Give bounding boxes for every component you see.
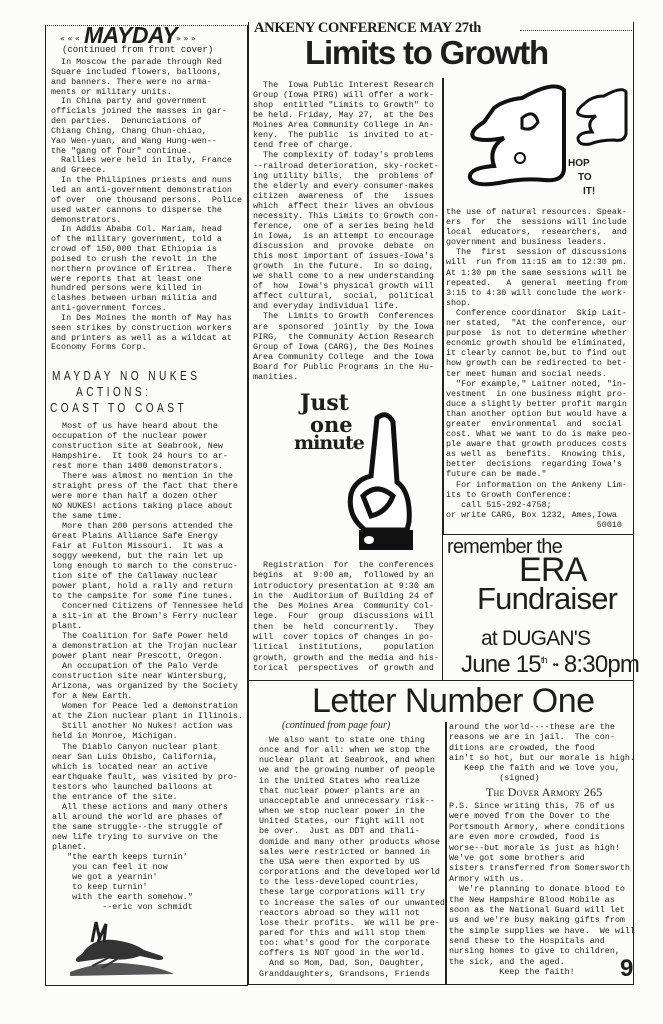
text-line: with the earth somehow." xyxy=(52,891,193,902)
era-separator: •• xyxy=(552,660,558,672)
text-line: Conference coordinator Skip Lait- xyxy=(446,307,627,318)
text-line: Registration for the conferences xyxy=(253,560,434,570)
text-line: Still another No Nukes! action was xyxy=(52,721,233,732)
text-line: too: what's good for the corporate xyxy=(259,938,430,949)
page-number: 9 xyxy=(620,955,634,982)
text-line: rest more than 1400 demonstrators. xyxy=(52,461,223,472)
text-line: of over one thousand persons. Police xyxy=(51,194,242,205)
text-line: vestment in one business might pro- xyxy=(446,388,627,399)
text-line: The complexity of today's problems xyxy=(253,150,434,161)
text-line: For information on the Ankeny Lim- xyxy=(446,479,627,490)
text-line: We also want to state one thing xyxy=(259,735,425,745)
ad-word-one: one xyxy=(310,412,353,437)
text-line: in the United States who realize xyxy=(259,775,420,786)
text-line: the simple supplies we have. We will xyxy=(449,925,635,936)
text-line: In China party and government xyxy=(51,96,207,107)
text-line: PIRG, the Community Action Research xyxy=(253,331,434,342)
text-line: straight press of the fact that there xyxy=(52,481,238,492)
text-line: --railroad deterioration, sky-rocket- xyxy=(253,160,439,171)
ad-word-minute: minute xyxy=(294,432,364,454)
text-line: shop. xyxy=(446,297,472,308)
text-line: occupation of the nuclear power xyxy=(52,431,208,442)
text-line: than another option but would have a xyxy=(446,408,627,419)
text-line: it clearly cannot be,but to find out xyxy=(446,348,627,359)
text-line: sales were restricted or banned in xyxy=(259,846,430,857)
decorative-quotes-right: » » » xyxy=(176,34,196,43)
text-line: ple aware that growth produces costs xyxy=(446,439,627,450)
text-line: discussion and provoke debate on xyxy=(253,241,434,251)
era-line-remember: remember the xyxy=(447,536,562,558)
era-time: 8:30pm xyxy=(563,651,640,678)
just-one-minute-ad xyxy=(292,390,417,555)
text-line: There was almost no mention in the xyxy=(52,471,233,482)
text-line: we got a yearnin' xyxy=(52,871,158,882)
text-line: planet. xyxy=(52,841,88,852)
text-line: Board for Public Programs in the Hu- xyxy=(253,361,434,372)
text-line: to keep turnin' xyxy=(52,881,148,892)
registration-body xyxy=(253,560,439,673)
text-line: greater environmental and social xyxy=(446,418,622,429)
text-line: near San Luis Obisbo, California, xyxy=(52,751,218,762)
text-line: The first session of discussions xyxy=(446,247,627,258)
text-line: call 515-292-4758; xyxy=(446,499,552,510)
text-line: for a New Earth. xyxy=(52,691,133,702)
kangaroo-caption-to: TO xyxy=(578,172,592,183)
era-date-suffix: th xyxy=(540,655,547,665)
mayday-body xyxy=(51,58,242,353)
text-line: affect cultural, social, political xyxy=(253,291,434,302)
text-line: the entrance of the site. xyxy=(52,791,178,802)
kangaroo-large-icon xyxy=(464,78,574,190)
text-line: In Addis Ababa Col. Mariam, head xyxy=(51,224,222,235)
text-line: which affect their lives an obvious xyxy=(253,200,434,211)
text-line: We've got some brothers and xyxy=(449,852,585,863)
era-fundraiser-ad xyxy=(442,534,640,681)
text-line: which is located near an active xyxy=(52,761,208,772)
text-line: demonstrators. xyxy=(51,214,122,225)
text-line: to increase the sales of our unwanted xyxy=(259,897,445,908)
text-line: or write CARG, Box 1232, Ames,Iowa xyxy=(446,509,617,520)
text-line: The Coalition for Safe Power held xyxy=(52,631,228,642)
text-line: shop entitled "Limits to Growth" to xyxy=(253,100,434,111)
text-line: will cover topics of changes in po- xyxy=(253,632,434,643)
text-line: pared for this and will stop them xyxy=(259,927,425,938)
text-line: lege. Four group discussions will xyxy=(253,611,434,622)
text-line: growth in the future. In so doing, xyxy=(253,261,434,272)
text-line: the New Hampshire Blood Mobile as xyxy=(449,894,615,905)
text-line: you can feel it now xyxy=(52,861,168,872)
text-line: better decisions regarding Iowa's xyxy=(446,459,622,470)
text-line: power plant, hold a rally and return xyxy=(52,581,233,592)
text-line: --eric von schmidt xyxy=(52,901,193,912)
text-line: ain't so hot, but our morale is high. xyxy=(449,752,635,763)
text-line: Portsmouth Armory, where conditions xyxy=(449,821,625,832)
text-line: At 1:30 pm the same sessions will be xyxy=(446,267,627,278)
text-line: a sit-in at the Brown's Ferry nuclear xyxy=(52,611,238,622)
text-line: the USA were then exported by US xyxy=(259,856,420,867)
text-line: be over. Just as DDT and thali- xyxy=(259,826,420,837)
text-line: construction site at Seabrook, New xyxy=(52,441,223,452)
letter-continued-note: (continued from page four) xyxy=(282,720,391,731)
text-line: nursing homes to give to children, xyxy=(449,946,620,957)
text-line: ter meet human and social needs. xyxy=(446,368,607,379)
nukes-body xyxy=(52,421,243,912)
decorative-quotes-left: « « « xyxy=(60,34,80,43)
text-line: We're planning to donate blood to xyxy=(449,884,625,895)
text-line: ments or military units. xyxy=(51,86,172,97)
text-line: us and we're busy making gifts from xyxy=(449,915,625,926)
text-line: ers for the sessions will include xyxy=(446,217,627,228)
kangaroo-small-icon xyxy=(574,84,630,148)
text-line: Concerned Citizens of Tennessee held xyxy=(52,601,243,612)
text-line: at the Zion nuclear plant in Illinois. xyxy=(52,711,243,722)
text-line: Women for Peace led a demonstration xyxy=(52,701,238,712)
text-line: crowd of 150,000 that Ethiopia is xyxy=(51,244,217,255)
text-line: new life trying to survive on the xyxy=(52,831,218,842)
text-line: the elderly and every consumer-makes xyxy=(253,180,434,191)
text-line: Area Community College and the Iowa xyxy=(253,351,434,362)
letter-signature: The Dover Armory 265 xyxy=(486,785,603,799)
letter-headline: Letter Number One xyxy=(312,682,595,720)
kangaroo-caption-hop: HOP xyxy=(568,158,590,169)
text-line: In the Philipines priests and nuns xyxy=(51,175,232,186)
text-line: future can be made." xyxy=(446,469,547,480)
text-line: clashes between urban militia and xyxy=(51,293,217,304)
text-line: when we stop nuclear power in the xyxy=(259,806,425,817)
text-line: then be held concurrently. They xyxy=(253,621,434,632)
text-line: to the less-developed countries, xyxy=(259,877,420,888)
text-line: the same struggle--the struggle of xyxy=(52,821,223,832)
text-line: manities. xyxy=(253,371,299,382)
era-line-fundraiser: Fundraiser xyxy=(477,581,618,616)
text-line: around the world----these are the xyxy=(449,722,615,732)
era-date: June 15 xyxy=(461,651,541,678)
text-line: this most important of issues-Iowa's xyxy=(253,251,434,262)
text-line: P.S. Since writing this, 75 of us xyxy=(449,801,615,811)
text-line: these large corporations will try xyxy=(259,887,425,898)
limits-body-col1 xyxy=(253,80,439,382)
text-line: are sponsored jointly by the Iowa xyxy=(253,321,434,332)
mayday-subtitle: (continued from front cover) xyxy=(62,45,214,55)
header-rule xyxy=(520,30,632,31)
text-line: were reports that at least one xyxy=(51,273,202,284)
text-line: worse--but morale is just as high! xyxy=(449,842,620,853)
text-line: And so Mom, Dad, Son, Daughter, xyxy=(259,958,425,969)
limits-body-col2 xyxy=(446,207,632,530)
mayday-title: MAYDAY xyxy=(84,22,178,48)
text-line: once and for all: when we stop the xyxy=(259,745,430,756)
nukes-heading-line-2: ACTIONS: xyxy=(76,384,152,399)
text-line: nuclear plant at Seabrook, and when xyxy=(259,755,435,766)
text-line: will run from 11:15 am to 12:30 pm. xyxy=(446,257,627,268)
text-line: the use of natural resources. Speak- xyxy=(446,207,627,217)
era-line-venue: at DUGAN'S xyxy=(481,627,591,650)
letter-column-divider xyxy=(445,722,447,985)
nukes-heading-line-3: COAST TO COAST xyxy=(50,400,188,415)
text-line: repeated. A general meeting from xyxy=(446,277,627,288)
text-line: of how Iowa's physical growth will xyxy=(253,281,434,292)
limits-headline: Limits to Growth xyxy=(305,34,548,71)
text-line: Square included flowers, balloons, xyxy=(51,66,222,77)
text-line: reasons we are in jail. The con- xyxy=(449,732,615,743)
text-line: Fair at Fulton Missouri. It was a xyxy=(52,541,223,552)
text-line: Yao Wen-yuan, and Wang Hung-wen-- xyxy=(51,135,217,146)
text-line: all around the world are phases of xyxy=(52,811,223,822)
text-line: send these to the Hospitals and xyxy=(449,936,605,947)
letter-body-right-bottom xyxy=(449,801,635,978)
text-line: earthquake fault, was visited by pro- xyxy=(52,771,238,782)
text-line: ner stated, "At the conference, our xyxy=(446,318,627,329)
text-line: ditions are crowded, the food xyxy=(449,742,595,753)
text-line: plant. xyxy=(52,621,83,632)
text-line: the Des Moines Area Community Col- xyxy=(253,601,434,612)
text-line: local educators, researchers, and xyxy=(446,227,627,238)
text-line: testors who launched balloons at xyxy=(52,781,213,792)
text-line: An occupation of the Palo Verde xyxy=(52,661,218,672)
text-line: All these actions and many others xyxy=(52,801,228,812)
nukes-heading-line-1: MAYDAY NO NUKES xyxy=(52,368,201,383)
text-line: Group of Iowa (CARG), the Des Moines xyxy=(253,341,434,352)
text-line: how growth can be redirected to bet- xyxy=(446,358,627,369)
text-line: 3:15 to 4:30 will conclude the work- xyxy=(446,287,627,298)
text-line: NO NUKES! actions taking place about xyxy=(52,501,233,512)
text-line: tion site of the Callaway nuclear xyxy=(52,571,218,582)
text-line: of the military government, told a xyxy=(51,234,222,245)
text-line: keny. The public is invited to at- xyxy=(253,130,434,141)
text-line: ference, one of a series being held xyxy=(253,220,434,231)
text-line: Rallies were held in Italy, France xyxy=(51,155,232,166)
text-line: government and business leaders. xyxy=(446,237,607,248)
text-line: In Moscow the parade through Red xyxy=(51,57,222,67)
text-line: and Greece. xyxy=(51,165,107,176)
kangaroo-caption-it: IT! xyxy=(583,186,596,197)
running-hare-illustration xyxy=(62,920,182,980)
text-line: poised to crush the revolt in the xyxy=(51,253,217,264)
text-line: hundred persons were killed in xyxy=(51,283,202,294)
text-line: seen strikes by construction workers xyxy=(51,322,232,333)
text-line: More than 200 persons attended the xyxy=(52,521,233,532)
text-line: in the Auditorium of Building 24 of xyxy=(253,590,434,601)
text-line: we shall come to a new understanding xyxy=(253,271,434,282)
text-line: Hampshire. It took 24 hours to ar- xyxy=(52,451,228,462)
text-line: Chiang Ching, Chang Chun-chiao, xyxy=(51,125,207,136)
text-line: its to Growth Conference: xyxy=(446,489,572,500)
era-date-time xyxy=(461,651,639,679)
text-line: 50010 xyxy=(446,519,622,530)
text-line: coffers is NOT good in the world. xyxy=(259,948,425,959)
text-line: "For example," Laitner noted, "in- xyxy=(446,378,627,389)
limits-kicker: ANKENY CONFERENCE MAY 27th xyxy=(254,20,482,36)
text-line: necessity. This Limits to Growth con- xyxy=(253,210,439,221)
text-line: are even more crowded, food is xyxy=(449,832,600,843)
text-line: Granddaughters, Grandsons, Friends xyxy=(259,968,430,979)
text-line: that nuclear power plants are an xyxy=(259,785,420,796)
text-line: long enough to march to the construc- xyxy=(52,561,238,572)
text-line: soon as the National Guard will let xyxy=(449,904,625,915)
text-line: purpose is not to determine whether xyxy=(446,328,627,339)
text-line: Keep the faith and we love you, xyxy=(449,763,620,774)
text-line: United States, our fight will not xyxy=(259,816,425,827)
text-line: northern province of Eritrea. There xyxy=(51,263,232,274)
text-line: construction site near Wintersburg, xyxy=(52,671,228,682)
text-line: begins at 9:00 am, followed by an xyxy=(253,570,434,581)
text-line: were more than half a dozen other xyxy=(52,491,218,502)
text-line: as well as benefits. Knowing this, xyxy=(446,449,627,460)
text-line: corporations and the developed world xyxy=(259,867,440,878)
text-line: The Limits to Growth Conferences xyxy=(253,311,434,322)
text-line: and everyday individual life. xyxy=(253,301,399,312)
text-line: Keep the faith! xyxy=(449,967,575,978)
text-line: ecnomic growth should be eliminated, xyxy=(446,338,627,349)
text-line: in Iowa, is an attempt to encourage xyxy=(253,230,434,241)
text-line: be held. Friday, May 27, at the Des xyxy=(253,110,434,121)
text-line: led an anti-government demonstration xyxy=(51,184,232,195)
text-line: reactors abroad so they will not xyxy=(259,907,420,918)
text-line: growth, growth and the media and his- xyxy=(253,652,439,663)
text-line: Great Plains Alliance Safe Energy xyxy=(52,531,218,542)
text-line: the "gang of four" continue. xyxy=(51,145,192,156)
text-line: sisters transferred from Somersworth xyxy=(449,863,630,874)
text-line: introductory presentation at 9:30 am xyxy=(253,580,434,591)
text-line: citizen awareness of the issues xyxy=(253,190,434,201)
text-line: torical perspectives of growth and xyxy=(253,662,434,673)
text-line: ing utility bills, the problems of xyxy=(253,170,434,181)
text-line: Moines Area Community College in An- xyxy=(253,120,434,131)
letter-body-right-top xyxy=(449,722,635,784)
text-line: the sick, and the aged. xyxy=(449,956,565,967)
text-line: officials joined the masses in gar- xyxy=(51,106,227,117)
text-line: a demonstration at the Trojan nuclear xyxy=(52,641,238,652)
ad-word-just: Just xyxy=(300,390,349,416)
text-line: lose their profits. We will be pre- xyxy=(259,917,440,928)
kangaroo-illustration xyxy=(444,76,632,200)
text-line: and printers as well as a wildcat at xyxy=(51,332,232,343)
text-line: Economy Forms Corp. xyxy=(51,342,147,353)
text-line: and banners. There were no arma- xyxy=(51,76,212,87)
text-line: In Des Moines the month of May has xyxy=(51,312,232,323)
text-line: duce a slightly better profit margin xyxy=(446,398,627,409)
text-line: Most of us have heard about the xyxy=(52,421,218,431)
text-line: The Diablo Canyon nuclear plant xyxy=(52,741,218,752)
text-line: "the earth keeps turnin' xyxy=(52,851,188,862)
letter-body-left xyxy=(259,735,445,979)
text-line: litical institutions, population xyxy=(253,642,434,653)
text-line: held in Monroe, Michigan. xyxy=(52,731,178,742)
text-line: den parties. Denunciations of xyxy=(51,116,202,127)
text-line: the same time. xyxy=(52,511,123,522)
text-line: (signed) xyxy=(449,773,540,784)
text-line: to the campsite for some fine tunes. xyxy=(52,591,233,602)
era-line-era: ERA xyxy=(519,551,587,589)
text-line: Group (Iowa PIRG) will offer a work- xyxy=(253,90,434,101)
text-line: used water cannons to disperse the xyxy=(51,204,222,215)
text-line: anti-government forces. xyxy=(51,303,167,314)
text-line: tend free of charge. xyxy=(253,140,354,151)
text-line: we and the growing number of people xyxy=(259,765,435,776)
text-line: domide and many other products whose xyxy=(259,836,440,847)
text-line: soggy weekend, but the rain let up xyxy=(52,551,223,562)
text-line: were moved from the Dover to the xyxy=(449,811,610,822)
text-line: power plant near Prescott, Oregon. xyxy=(52,651,223,662)
text-line: unacceptable and unnecessary risk-- xyxy=(259,795,435,806)
text-line: Arizona, was organized by the Society xyxy=(52,681,238,692)
text-line: The Iowa Public Interest Research xyxy=(253,80,434,90)
text-line: Armory with us. xyxy=(449,873,525,884)
text-line: cost. What we want to do is make peo- xyxy=(446,429,632,440)
